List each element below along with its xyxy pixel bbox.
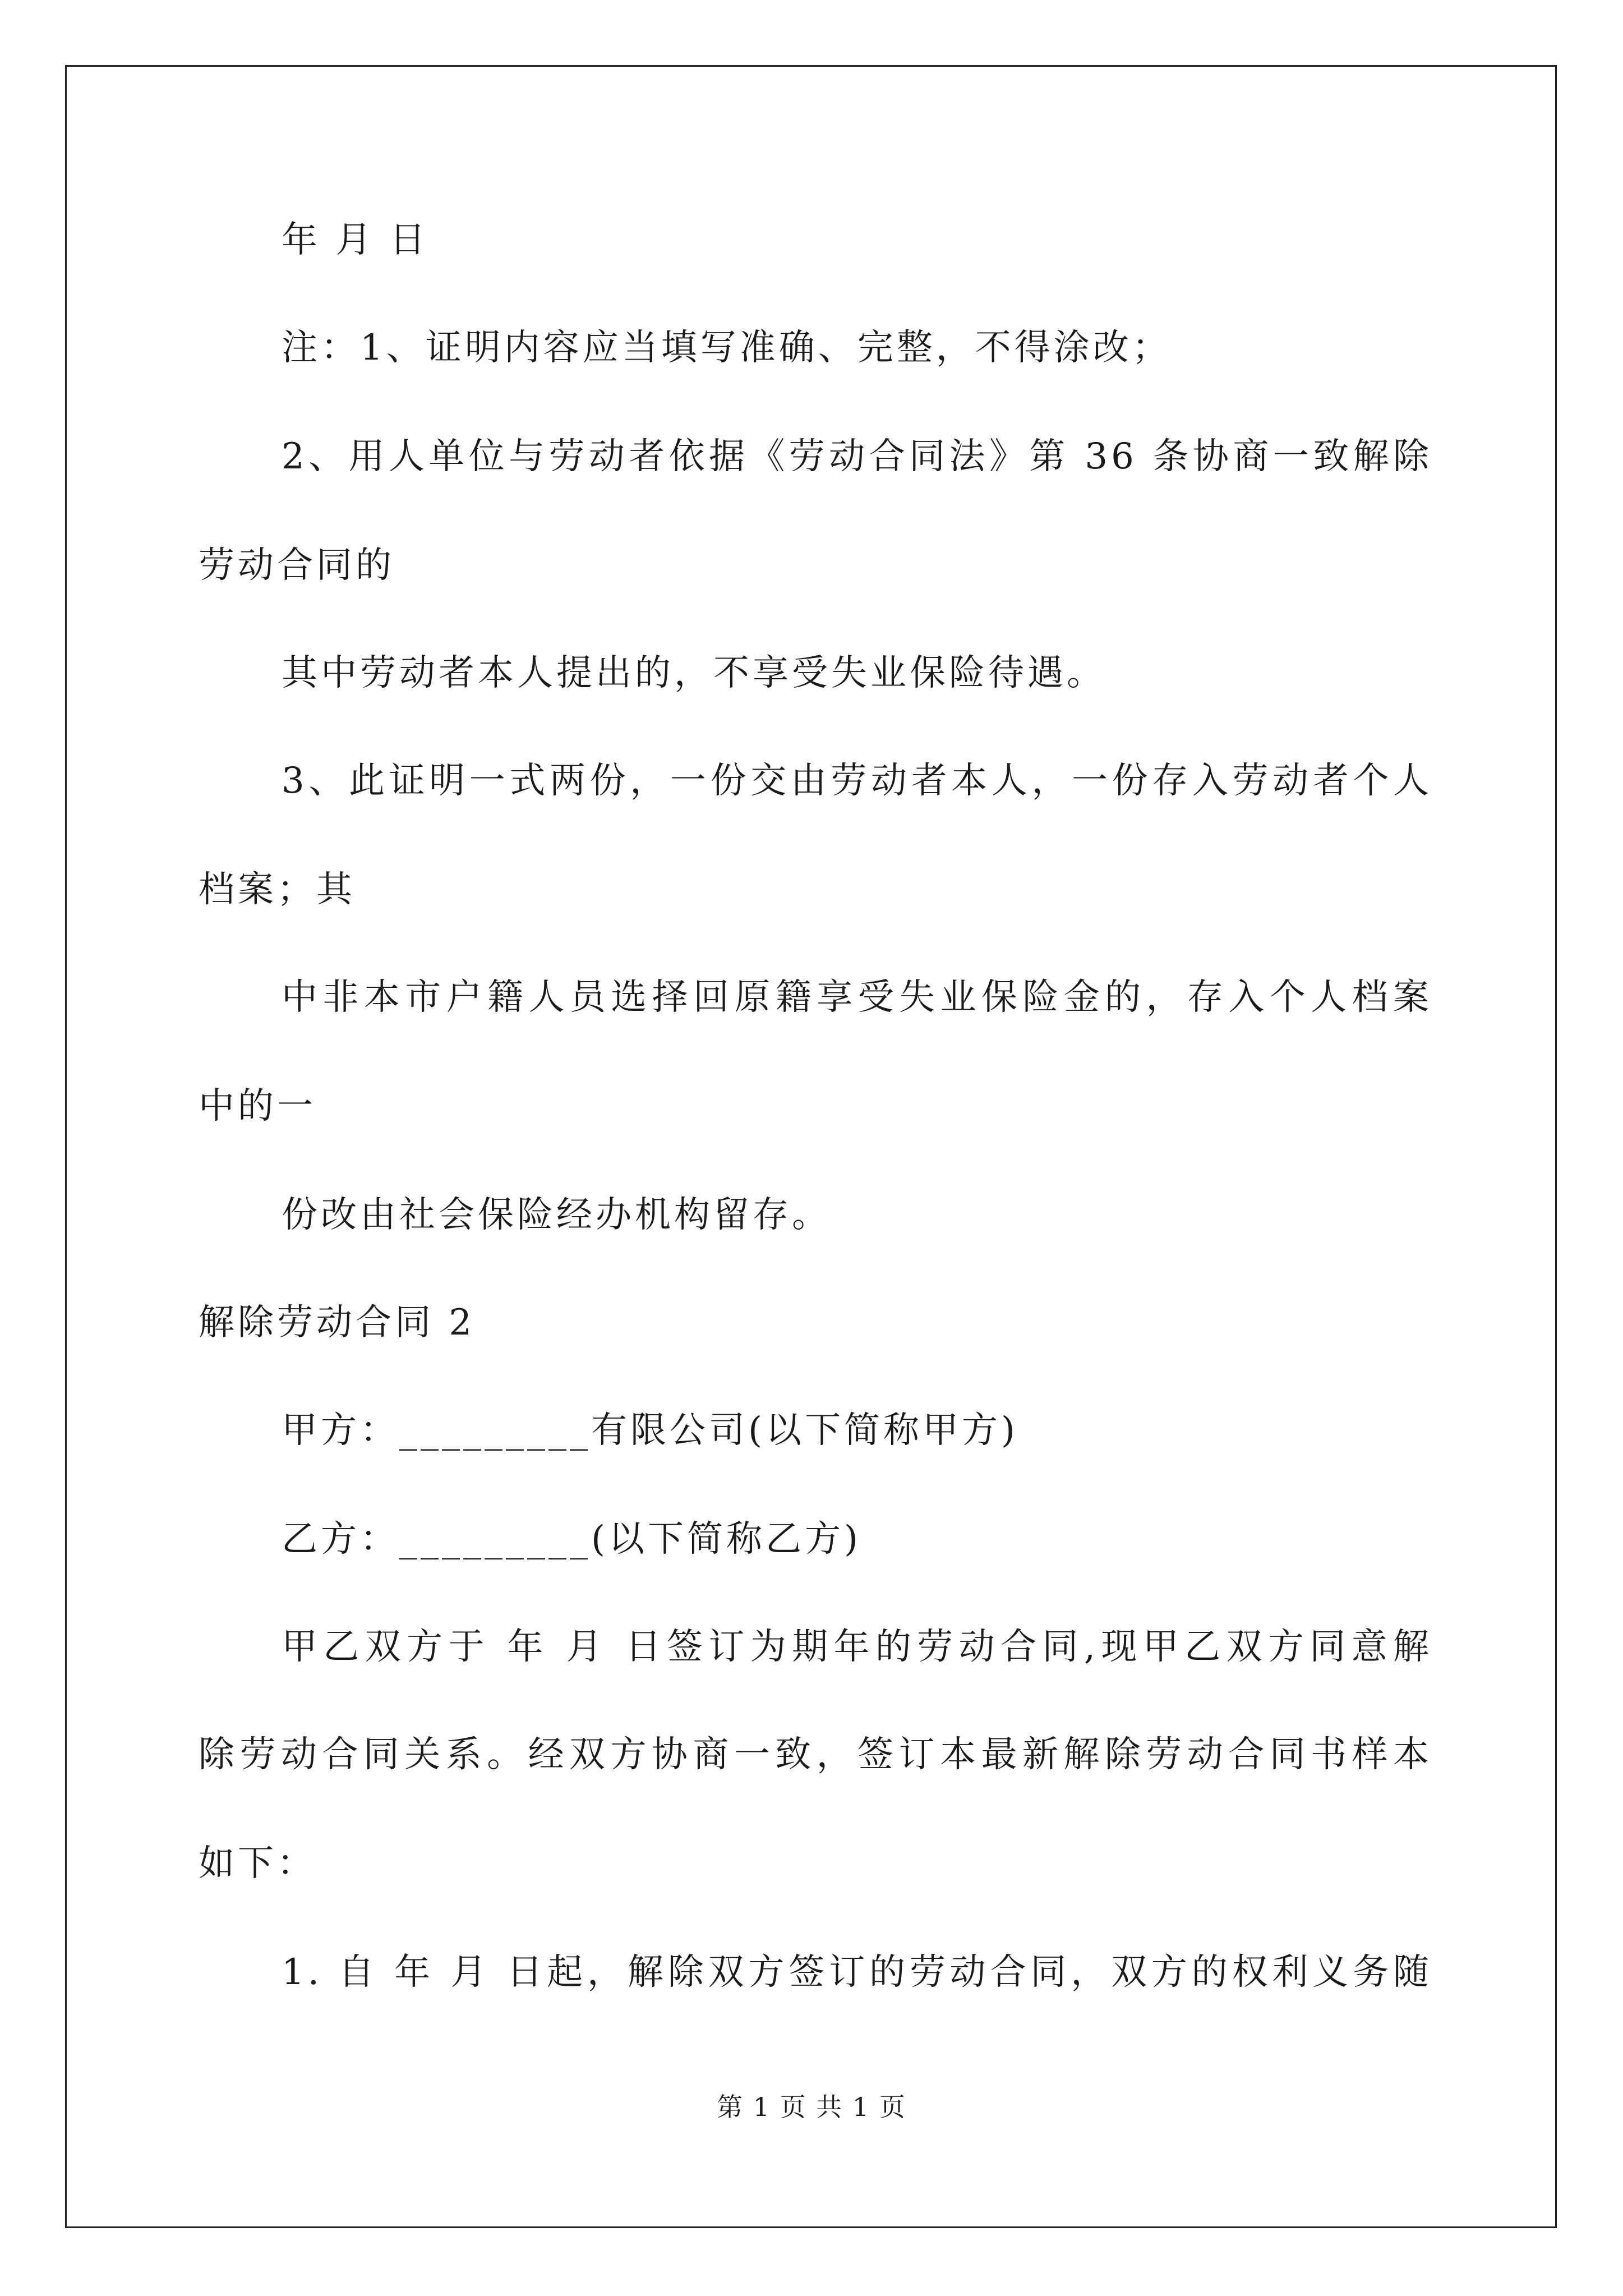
section-heading: 解除劳动合同 2 <box>199 1302 476 1343</box>
date-line: 年 月 日 <box>282 219 429 261</box>
party-b-line: 乙方：_________(以下简称乙方) <box>282 1519 861 1560</box>
note-line-2-detail: 其中劳动者本人提出的，不享受失业保险待遇。 <box>282 652 1106 694</box>
note-line-3-cont: 档案；其 <box>199 869 356 910</box>
note-line-3: 3、此证明一式两份，一份交由劳动者本人，一份存入劳动者个人 <box>282 760 1432 802</box>
note-line-2-cont: 劳动合同的 <box>199 545 395 586</box>
body-line-3: 如下： <box>199 1843 316 1884</box>
note-line-3-detail: 中非本市户籍人员选择回原籍享受失业保险金的，存入个人档案 <box>282 977 1432 1018</box>
body-line-1: 甲乙双方于 年 月 日签订为期年的劳动合同,现甲乙双方同意解 <box>282 1626 1432 1668</box>
note-line-1: 注：1、证明内容应当填写准确、完整，不得涂改； <box>282 327 1172 369</box>
note-line-3-cont-2: 中的一 <box>199 1085 316 1127</box>
party-a-line: 甲方：_________有限公司(以下简称甲方) <box>282 1410 1018 1451</box>
page-number: 第 1 页 共 1 页 <box>717 2092 906 2122</box>
note-line-3-end: 份改由社会保险经办机构留存。 <box>282 1194 831 1236</box>
clause-1-line: 1. 自 年 月 日起，解除双方签订的劳动合同，双方的权利义务随 <box>282 1952 1432 1993</box>
note-line-2: 2、用人单位与劳动者依据《劳动合同法》第 36 条协商一致解除 <box>282 436 1432 477</box>
page-border <box>65 65 1557 2228</box>
body-line-2: 除劳动合同关系。经双方协商一致，签订本最新解除劳动合同书样本 <box>199 1734 1432 1775</box>
